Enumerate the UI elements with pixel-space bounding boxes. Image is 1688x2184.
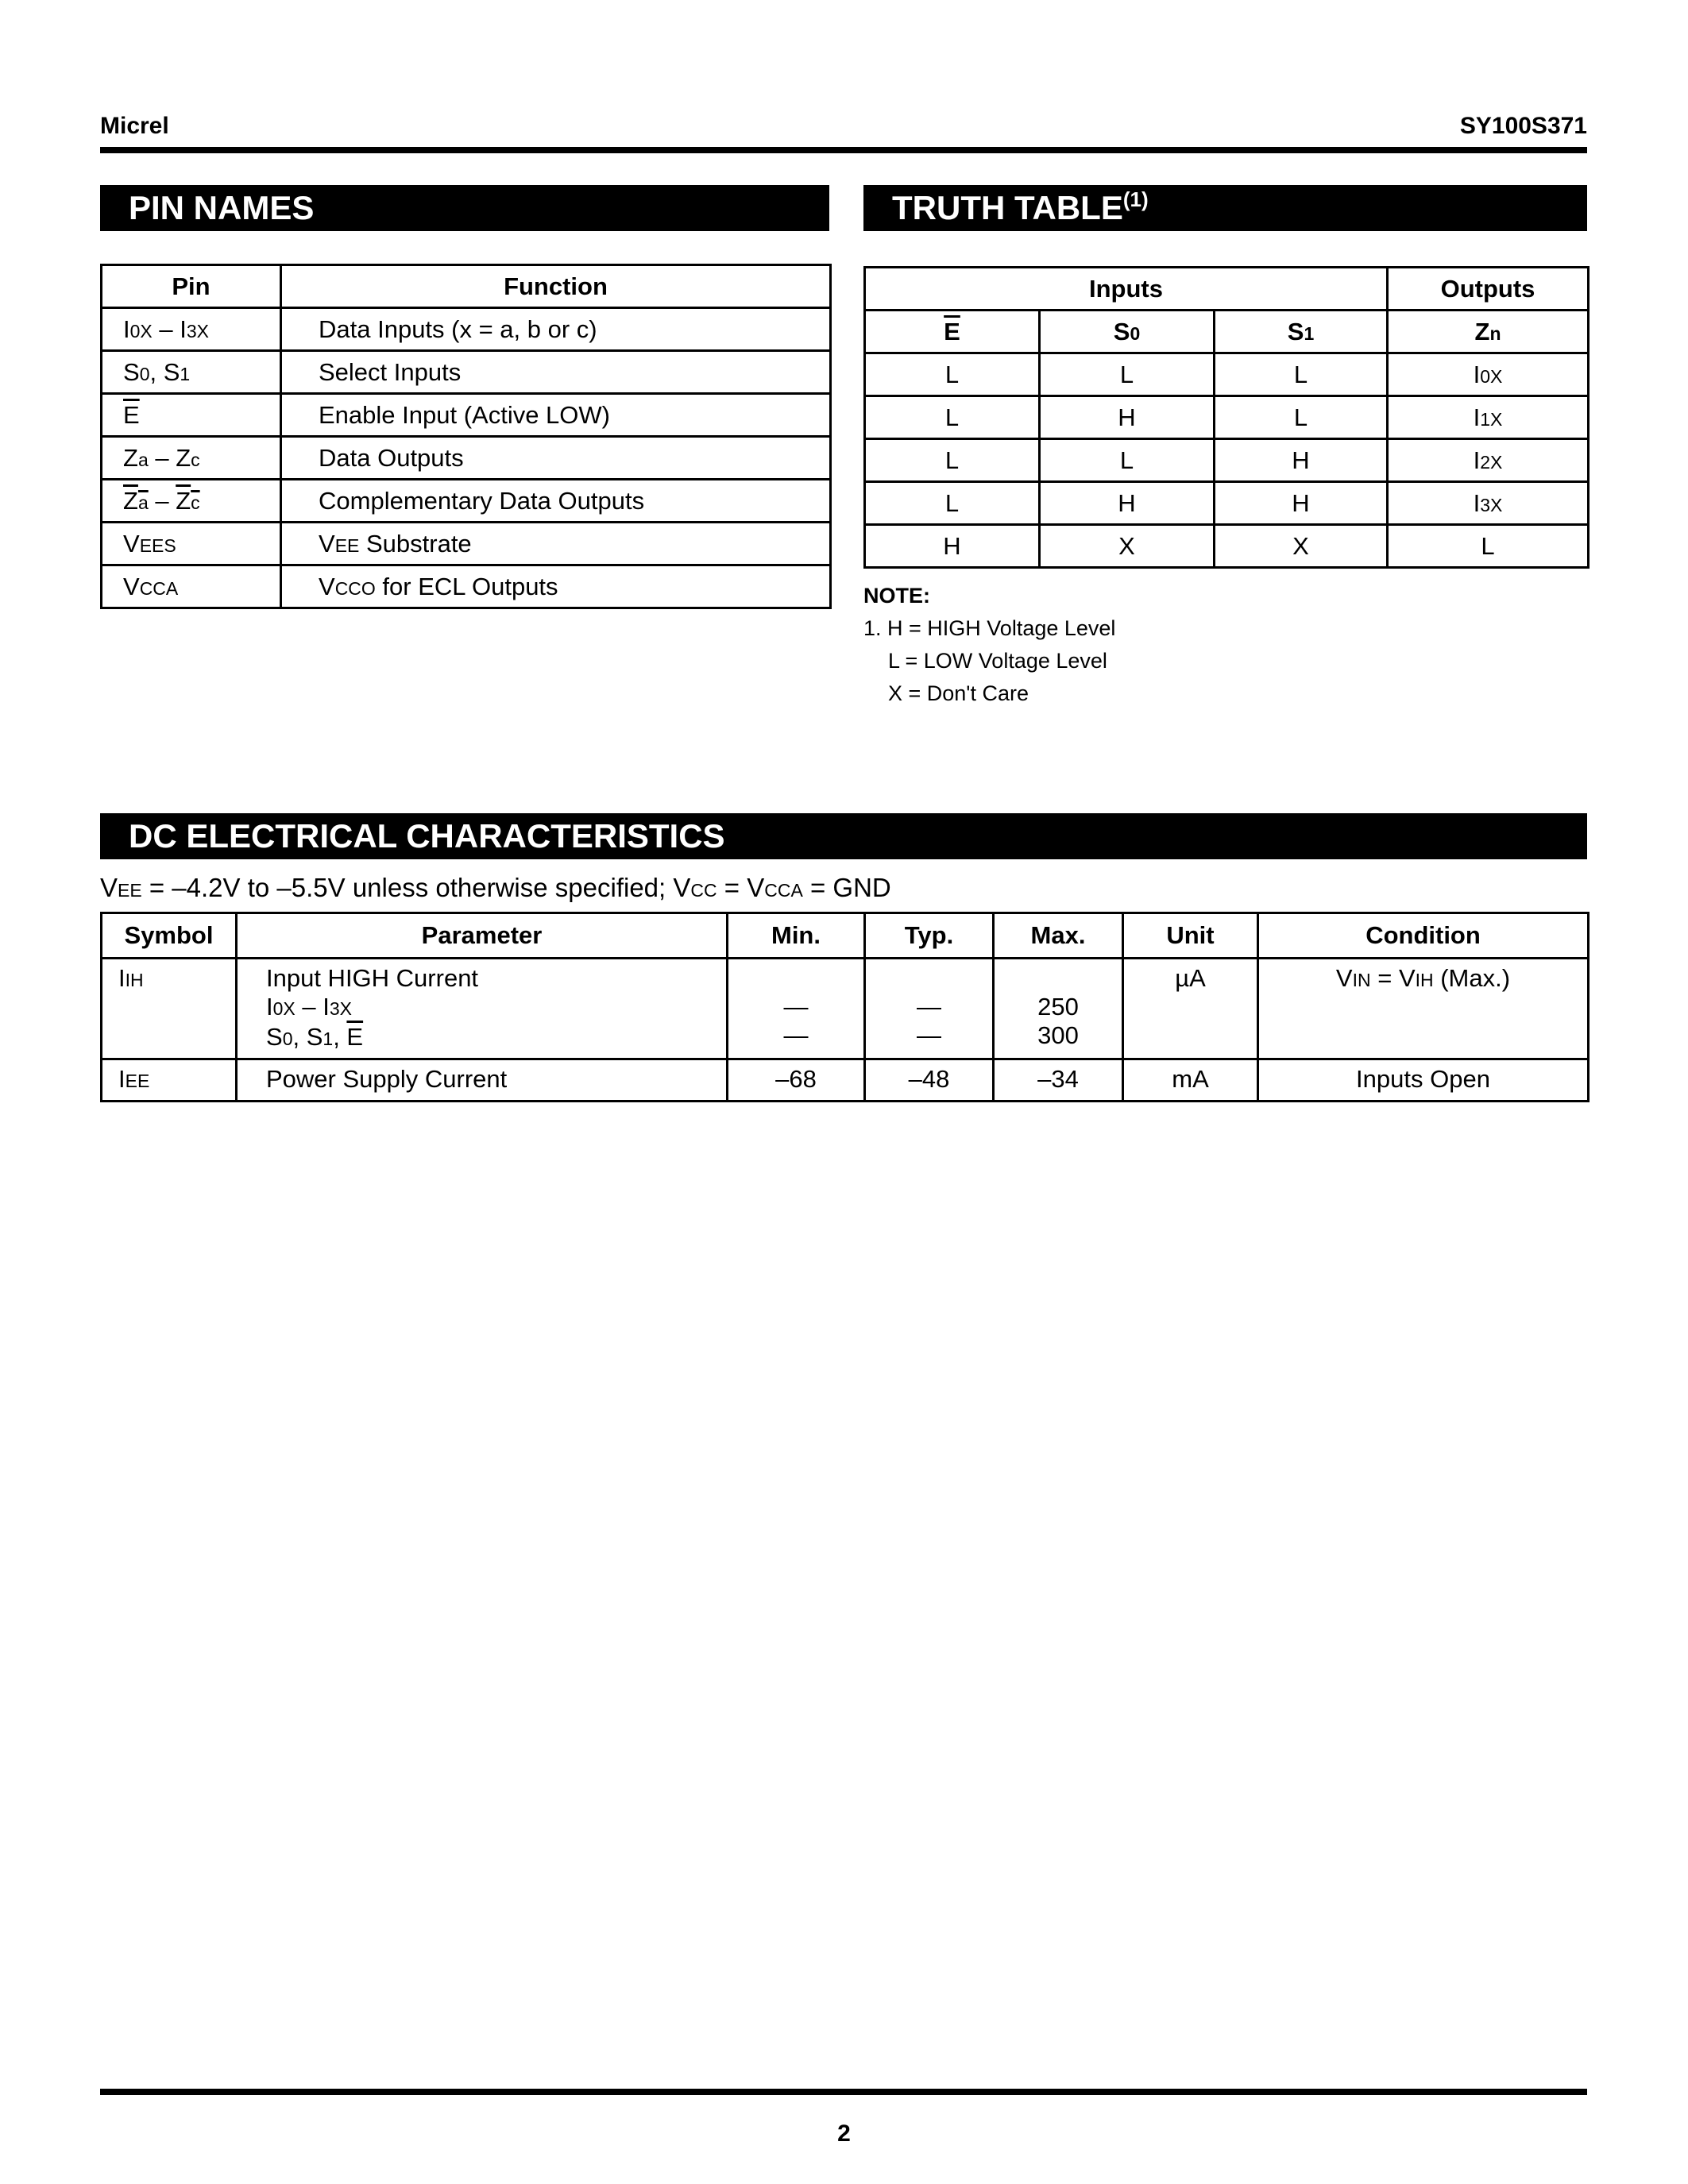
- function-cell: Complementary Data Outputs: [281, 480, 831, 523]
- pin-names-title-text: PIN NAMES: [129, 189, 315, 226]
- min-cell: –68: [728, 1059, 865, 1102]
- column-header-unit: Unit: [1123, 913, 1258, 959]
- table-row: [102, 480, 831, 523]
- truth-table-note: [863, 580, 1578, 710]
- table-header-row: [102, 265, 831, 308]
- cell-e: L: [865, 482, 1040, 525]
- truth-table-title-text: TRUTH TABLE: [892, 189, 1123, 226]
- cell-s0: X: [1040, 525, 1215, 568]
- header-part-number: SY100S371: [1459, 113, 1587, 139]
- cell-s1: X: [1215, 525, 1388, 568]
- function-cell: VEE Substrate: [281, 523, 831, 565]
- symbol-cell: IIH: [102, 959, 237, 1059]
- cell-zn: L: [1388, 525, 1589, 568]
- function-cell: Data Inputs (x = a, b or c): [281, 308, 831, 351]
- table-row: [865, 482, 1589, 525]
- unit-cell: mA: [1123, 1059, 1258, 1102]
- table-row: [865, 439, 1589, 482]
- column-header-condition: Condition: [1258, 913, 1589, 959]
- table-row: [102, 523, 831, 565]
- table-row: [102, 351, 831, 394]
- pin-names-title: [100, 185, 829, 231]
- cell-s0: H: [1040, 482, 1215, 525]
- symbol-cell: IEE: [102, 1059, 237, 1102]
- cell-zn: I0X: [1388, 353, 1589, 396]
- page-number: 2: [837, 2120, 851, 2147]
- condition-cell: VIN = VIH (Max.): [1258, 959, 1589, 1059]
- function-cell: Data Outputs: [281, 437, 831, 480]
- parameter-line: I0X – I3X: [266, 993, 352, 1021]
- cell-s1: L: [1215, 353, 1388, 396]
- function-cell: VCCO for ECL Outputs: [281, 565, 831, 608]
- group-header-row: [865, 268, 1589, 311]
- table-row: [102, 394, 831, 437]
- group-header-inputs: Inputs: [865, 268, 1388, 311]
- truth-table-footnote-ref: (1): [1122, 187, 1149, 211]
- column-header-min: Min.: [728, 913, 865, 959]
- group-header-outputs: Outputs: [1388, 268, 1589, 311]
- column-header-pin: Pin: [102, 265, 281, 308]
- column-header-e: $\overline{E}$: [865, 311, 1040, 353]
- note-line: X = Don't Care: [888, 681, 1029, 705]
- cell-s0: L: [1040, 439, 1215, 482]
- pin-names-table: [100, 264, 832, 609]
- cell-zn: I1X: [1388, 396, 1589, 439]
- table-row: [865, 353, 1589, 396]
- max-cell: –34: [994, 1059, 1123, 1102]
- dc-characteristics-table: [100, 912, 1590, 1102]
- pin-cell: I0X – I3X: [102, 308, 281, 351]
- column-header-s0: S0: [1040, 311, 1215, 353]
- dc-conditions-text: VEE = –4.2V to –5.5V unless otherwise specified; VCC = VCCA = GND: [100, 873, 891, 902]
- function-cell: Select Inputs: [281, 351, 831, 394]
- pin-cell: VEES: [102, 523, 281, 565]
- cell-e: L: [865, 353, 1040, 396]
- column-header-symbol: Symbol: [102, 913, 237, 959]
- function-cell: Enable Input (Active LOW): [281, 394, 831, 437]
- cell-zn: I2X: [1388, 439, 1589, 482]
- note-line: L = LOW Voltage Level: [888, 649, 1107, 673]
- column-header-function: Function: [281, 265, 831, 308]
- cell-e: H: [865, 525, 1040, 568]
- pin-cell: Za – Zc: [102, 480, 281, 523]
- header-rule: [100, 147, 1587, 153]
- column-header-zn: Zn: [1388, 311, 1589, 353]
- table-row: [102, 308, 831, 351]
- footer-rule: [100, 2089, 1587, 2095]
- truth-table-title: [863, 185, 1587, 231]
- table-row: [102, 959, 1589, 1059]
- column-header-typ: Typ.: [865, 913, 994, 959]
- column-header-parameter: Parameter: [237, 913, 728, 959]
- cell-s1: H: [1215, 439, 1388, 482]
- pin-cell: $\overline{E}$: [102, 394, 281, 437]
- column-header-s1: S1: [1215, 311, 1388, 353]
- typ-cell: –48: [865, 1059, 994, 1102]
- pin-cell: S0, S1: [102, 351, 281, 394]
- cell-e: L: [865, 439, 1040, 482]
- parameter-line: Input HIGH Current: [266, 964, 479, 992]
- parameter-cell: [237, 959, 728, 1059]
- dc-characteristics-title: [100, 813, 1587, 859]
- column-header-max: Max.: [994, 913, 1123, 959]
- table-row: [102, 1059, 1589, 1102]
- typ-cell: — —: [865, 959, 994, 1059]
- table-header-row: [102, 913, 1589, 959]
- table-row: [102, 565, 831, 608]
- table-row: [102, 437, 831, 480]
- cell-e: L: [865, 396, 1040, 439]
- note-heading: NOTE:: [863, 584, 930, 608]
- parameter-line: S0, S1, $\overline{E}$: [266, 1023, 364, 1051]
- table-row: [865, 396, 1589, 439]
- table-row: [865, 525, 1589, 568]
- cell-s1: H: [1215, 482, 1388, 525]
- dc-characteristics-title-text: DC ELECTRICAL CHARACTERISTICS: [129, 817, 725, 855]
- max-cell: 250 300: [994, 959, 1123, 1059]
- cell-zn: I3X: [1388, 482, 1589, 525]
- condition-cell: Inputs Open: [1258, 1059, 1589, 1102]
- cell-s0: H: [1040, 396, 1215, 439]
- min-cell: — —: [728, 959, 865, 1059]
- pin-cell: Za – Zc: [102, 437, 281, 480]
- truth-table: [863, 266, 1590, 569]
- pin-cell: VCCA: [102, 565, 281, 608]
- note-line: 1. H = HIGH Voltage Level: [863, 616, 1116, 640]
- unit-cell: µA: [1123, 959, 1258, 1059]
- table-header-row: [865, 311, 1589, 353]
- parameter-cell: Power Supply Current: [237, 1059, 728, 1102]
- cell-s0: L: [1040, 353, 1215, 396]
- header-brand: Micrel: [100, 113, 169, 139]
- cell-s1: L: [1215, 396, 1388, 439]
